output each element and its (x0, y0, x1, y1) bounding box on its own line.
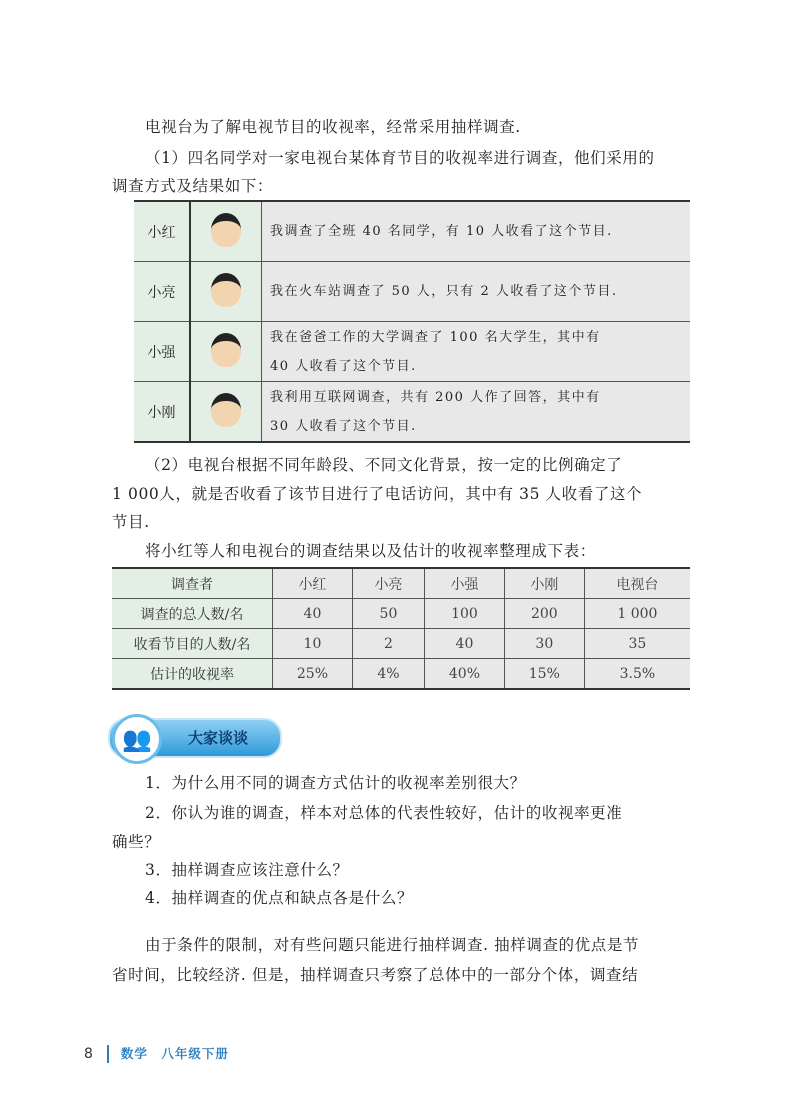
survey-row (134, 201, 690, 262)
table-cell: 40 (425, 629, 505, 659)
table-cell: 电视台 (584, 568, 690, 599)
table-cell: 200 (504, 599, 584, 629)
survey-statement (262, 201, 691, 262)
table-cell: 小刚 (504, 568, 584, 599)
table-cell: 小红 (273, 568, 353, 599)
survey-row (134, 382, 690, 443)
discussion-item: 1．为什么用不同的调查方式估计的收视率差别很大？ (145, 774, 526, 792)
table-cell: 15% (504, 659, 584, 690)
table-row (112, 599, 690, 629)
survey-statement (262, 262, 691, 322)
table-row (112, 629, 690, 659)
page-footer (84, 1044, 229, 1063)
table-header-row (112, 568, 690, 599)
table-cell: 调查的总人数/名 (112, 599, 273, 629)
statement-line: 30 人收看了这个节目. (270, 418, 417, 434)
people-talking-icon: 👥 (112, 714, 162, 764)
table-cell: 估计的收视率 (112, 659, 273, 690)
student-name: 小刚 (134, 382, 190, 443)
discussion-item: 2．你认为谁的调查，样本对总体的代表性较好，估计的收视率更准 (145, 804, 623, 822)
table-cell: 小亮 (352, 568, 424, 599)
statement-line: 我在火车站调查了 50 人，只有 2 人收看了这个节目. (270, 284, 618, 299)
student-name: 小强 (134, 322, 190, 382)
survey-row (134, 262, 690, 322)
table-cell: 小强 (425, 568, 505, 599)
statement-line: 我调查了全班 40 名同学，有 10 人收看了这个节目. (270, 224, 613, 239)
footer-divider (107, 1045, 109, 1063)
intro-text: 电视台为了解电视节目的收视率，经常采用抽样调查. (145, 118, 521, 136)
summary-intro: 将小红等人和电视台的调查结果以及估计的收视率整理成下表： (145, 542, 596, 560)
table-cell: 3.5% (584, 659, 690, 690)
statement-line: 40 人收看了这个节目. (270, 358, 417, 374)
table-cell: 40% (425, 659, 505, 690)
table-cell: 40 (273, 599, 353, 629)
table-cell: 30 (504, 629, 584, 659)
part2-text: （2）电视台根据不同年龄段、不同文化背景，按一定的比例确定了 (145, 456, 623, 474)
part2-text: 1 000人，就是否收看了该节目进行了电话访问，其中有 35 人收看了这个 (112, 485, 643, 503)
discussion-item: 确些？ (112, 833, 161, 851)
statement-line: 我在爸爸工作的大学调查了 100 名大学生，其中有 (270, 329, 601, 345)
table-cell: 1 000 (584, 599, 690, 629)
student-name: 小红 (134, 201, 190, 262)
table-cell: 25% (273, 659, 353, 690)
part1-text: （1）四名同学对一家电视台某体育节目的收视率进行调查，他们采用的 (145, 149, 655, 167)
table-cell: 50 (352, 599, 424, 629)
survey-statement (262, 382, 691, 443)
boy-avatar-icon (211, 333, 241, 367)
page-number: 8 (84, 1046, 93, 1062)
boy-glasses-avatar-icon (211, 273, 241, 307)
discussion-title: 大家谈谈 (188, 729, 249, 747)
part2-text: 节目. (112, 513, 150, 531)
statement-line: 我利用互联网调查，共有 200 人作了回答，其中有 (270, 389, 601, 405)
survey-row (134, 322, 690, 382)
book-title: 数学 八年级下册 (120, 1046, 229, 1061)
boy-avatar-icon (211, 393, 241, 427)
table-cell: 10 (273, 629, 353, 659)
survey-method-table (134, 200, 690, 443)
discussion-badge (108, 718, 282, 758)
summary-table (112, 567, 690, 690)
girl-avatar-icon (211, 213, 241, 247)
conclusion-text: 省时间，比较经济. 但是，抽样调查只考察了总体中的一部分个体，调查结 (112, 966, 639, 984)
table-cell: 100 (425, 599, 505, 629)
table-cell: 调查者 (112, 568, 273, 599)
student-name: 小亮 (134, 262, 190, 322)
table-cell: 35 (584, 629, 690, 659)
discussion-item: 4．抽样调查的优点和缺点各是什么？ (145, 889, 414, 907)
conclusion-text: 由于条件的限制，对有些问题只能进行抽样调查. 抽样调查的优点是节 (145, 936, 640, 954)
table-row (112, 659, 690, 690)
table-cell: 收看节目的人数/名 (112, 629, 273, 659)
table-cell: 4% (352, 659, 424, 690)
part1-text: 调查方式及结果如下： (112, 177, 274, 195)
table-cell: 2 (352, 629, 424, 659)
discussion-item: 3．抽样调查应该注意什么？ (145, 861, 349, 879)
survey-statement (262, 322, 691, 382)
